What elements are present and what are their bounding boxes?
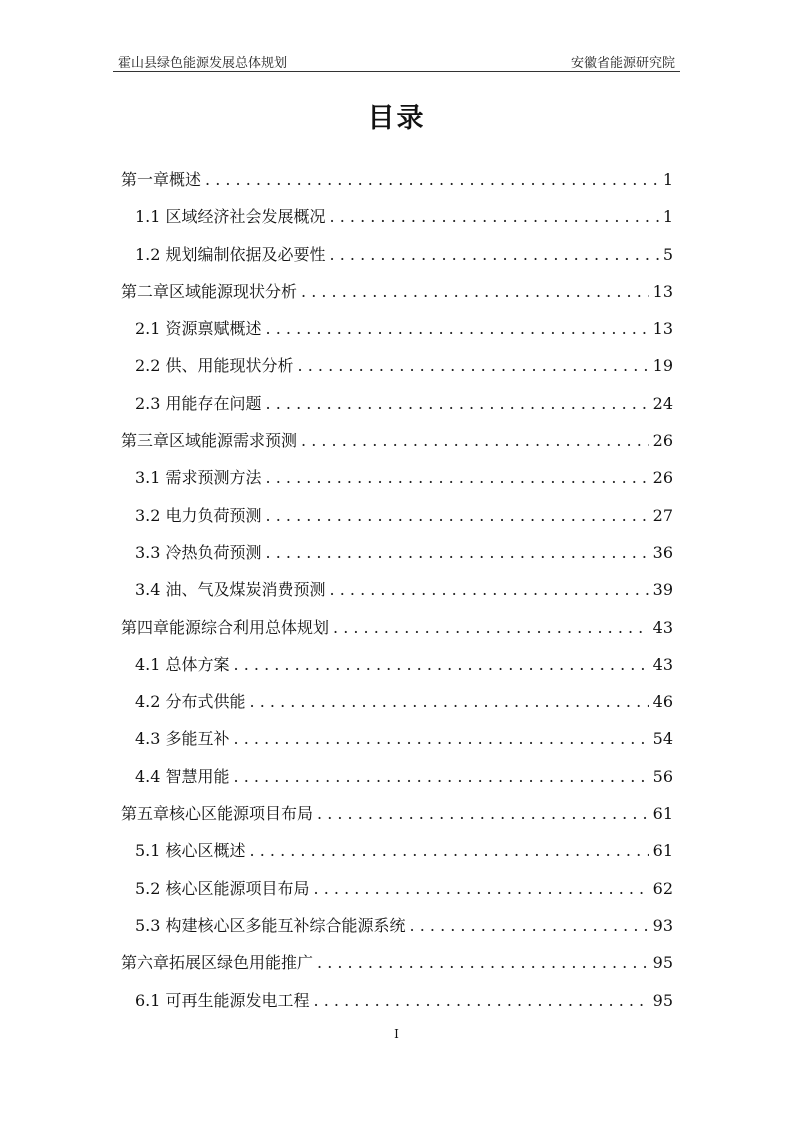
toc-dot-leader [301, 427, 649, 455]
toc-entry-label: 第六章拓展区绿色用能推广 [121, 953, 314, 973]
toc-section-entry[interactable] [121, 912, 673, 949]
toc-dot-leader [250, 837, 649, 865]
toc-dot-leader [205, 166, 659, 194]
toc-entry-page-number: 19 [652, 356, 673, 376]
toc-dot-leader [234, 763, 649, 791]
toc-section-entry[interactable] [121, 315, 673, 352]
toc-section-entry[interactable] [121, 651, 673, 688]
toc-entry-label: 3.1 需求预测方法 [135, 468, 262, 488]
toc-entry-label: 5.2 核心区能源项目布局 [135, 878, 310, 898]
toc-dot-leader [234, 651, 649, 679]
toc-entry-page-number: 36 [652, 542, 673, 562]
toc-entry-label: 第四章能源综合利用总体规划 [121, 617, 330, 637]
toc-chapter-entry[interactable] [121, 614, 673, 651]
toc-dot-leader [330, 203, 659, 231]
toc-entry-page-number: 26 [652, 468, 673, 488]
toc-dot-leader [317, 800, 649, 828]
toc-entry-label: 第五章核心区能源项目布局 [121, 804, 314, 824]
toc-dot-leader [317, 949, 649, 977]
toc-chapter-entry[interactable] [121, 278, 673, 315]
toc-dot-leader [314, 987, 649, 1015]
toc-entry-label: 第一章概述 [121, 170, 202, 189]
toc-dot-leader [266, 502, 649, 530]
toc-entry-label: 4.2 分布式供能 [135, 692, 246, 712]
toc-entry-page-number: 46 [652, 692, 673, 712]
toc-entry-page-number: 5 [662, 244, 673, 264]
page-number: I [394, 1027, 399, 1041]
toc-chapter-entry[interactable] [121, 427, 673, 464]
running-header [118, 52, 675, 72]
toc-entry-page-number: 95 [652, 953, 673, 973]
header-organization: 安徽省能源研究院 [570, 56, 675, 71]
toc-section-entry[interactable] [121, 352, 673, 389]
toc-entry-label: 2.2 供、用能现状分析 [135, 356, 294, 376]
toc-entry-page-number: 24 [652, 393, 673, 413]
toc-entry-label: 第二章区域能源现状分析 [121, 281, 298, 301]
toc-section-entry[interactable] [121, 576, 673, 613]
toc-entry-label: 3.3 冷热负荷预测 [135, 542, 262, 562]
header-document-title: 霍山县绿色能源发展总体规划 [118, 56, 288, 71]
page-title: 目录 [367, 103, 426, 134]
toc-entry-page-number: 1 [662, 207, 673, 227]
toc-entry-page-number: 27 [652, 505, 673, 525]
toc-section-entry[interactable] [121, 725, 673, 762]
toc-entry-label: 3.2 电力负荷预测 [135, 505, 262, 525]
toc-dot-leader [250, 688, 649, 716]
toc-entry-page-number: 26 [652, 431, 673, 451]
toc-dot-leader [301, 278, 649, 306]
toc-section-entry[interactable] [121, 688, 673, 725]
toc-section-entry[interactable] [121, 987, 673, 1024]
toc-section-entry[interactable] [121, 464, 673, 501]
toc-entry-label: 1.1 区域经济社会发展概况 [135, 207, 326, 227]
toc-section-entry[interactable] [121, 390, 673, 427]
toc-entry-label: 4.4 智慧用能 [135, 766, 230, 786]
toc-section-entry[interactable] [121, 837, 673, 874]
toc-chapter-entry[interactable] [121, 949, 673, 986]
toc-section-entry[interactable] [121, 502, 673, 539]
toc-dot-leader [333, 614, 649, 642]
toc-entry-page-number: 61 [652, 804, 673, 824]
toc-entry-label: 5.1 核心区概述 [135, 841, 246, 861]
toc-dot-leader [266, 539, 649, 567]
toc-entry-page-number: 13 [652, 281, 673, 301]
toc-entry-page-number: 43 [652, 654, 673, 674]
toc-dot-leader [410, 912, 649, 940]
toc-entry-page-number: 43 [652, 617, 673, 637]
toc-entry-label: 6.1 可再生能源发电工程 [135, 990, 310, 1010]
toc-entry-page-number: 95 [652, 990, 673, 1010]
toc-dot-leader [298, 352, 649, 380]
toc-entry-label: 2.1 资源禀赋概述 [135, 319, 262, 339]
toc-section-entry[interactable] [121, 763, 673, 800]
toc-dot-leader [266, 464, 649, 492]
toc-entry-label: 5.3 构建核心区多能互补综合能源系统 [135, 915, 406, 935]
toc-entry-label: 1.2 规划编制依据及必要性 [135, 244, 326, 264]
toc-entry-page-number: 93 [652, 915, 673, 935]
toc-entry-label: 4.3 多能互补 [135, 729, 230, 749]
toc-dot-leader [314, 875, 649, 903]
toc-entry-label: 2.3 用能存在问题 [135, 393, 262, 413]
toc-dot-leader [234, 725, 649, 753]
toc-entry-page-number: 13 [652, 319, 673, 339]
toc-section-entry[interactable] [121, 241, 673, 278]
toc-entry-label: 3.4 油、气及煤炭消费预测 [135, 580, 326, 600]
toc-entry-page-number: 1 [662, 170, 673, 189]
toc-dot-leader [266, 390, 649, 418]
header-divider [113, 71, 680, 72]
toc-dot-leader [266, 315, 649, 343]
toc-entry-page-number: 62 [652, 878, 673, 898]
toc-section-entry[interactable] [121, 875, 673, 912]
toc-entry-page-number: 56 [652, 766, 673, 786]
toc-chapter-entry[interactable] [121, 166, 673, 203]
toc-chapter-entry[interactable] [121, 800, 673, 837]
toc-entry-page-number: 39 [652, 580, 673, 600]
toc-dot-leader [330, 241, 659, 269]
toc-dot-leader [330, 576, 649, 604]
toc-section-entry[interactable] [121, 539, 673, 576]
toc-entry-label: 第三章区域能源需求预测 [121, 431, 298, 451]
table-of-contents [121, 166, 673, 1024]
toc-entry-label: 4.1 总体方案 [135, 654, 230, 674]
toc-entry-page-number: 54 [652, 729, 673, 749]
toc-section-entry[interactable] [121, 203, 673, 240]
toc-entry-page-number: 61 [652, 841, 673, 861]
